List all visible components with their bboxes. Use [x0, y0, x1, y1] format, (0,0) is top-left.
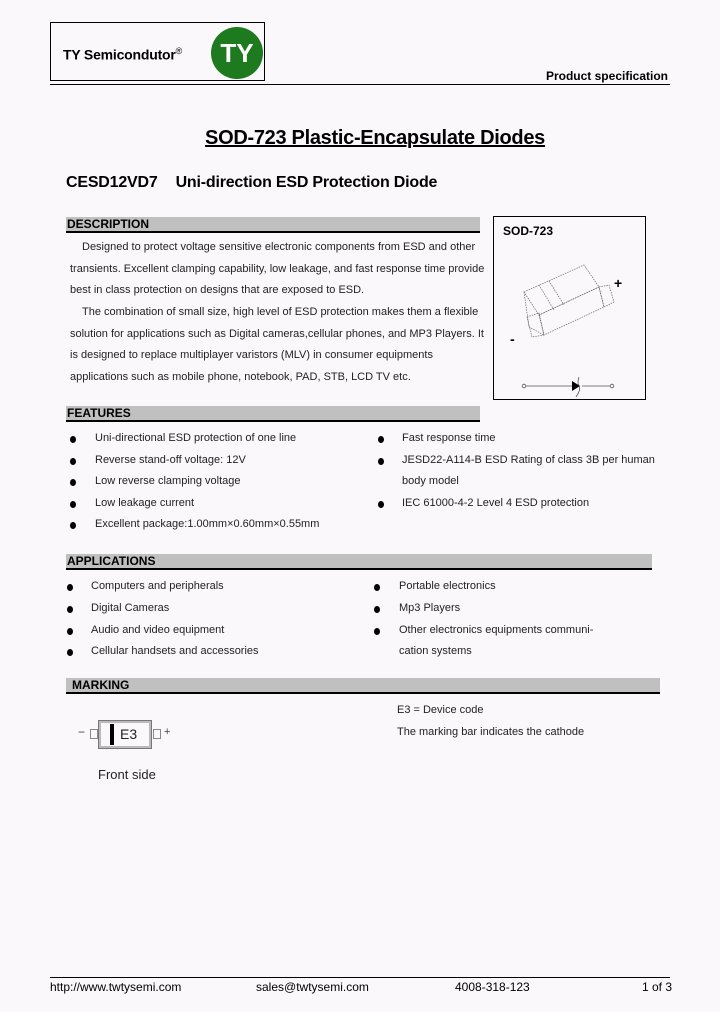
- feature-item: Low reverse clamping voltage: [95, 475, 241, 487]
- footer-url[interactable]: http://www.twtysemi.com: [50, 980, 182, 994]
- bullet-icon: [374, 628, 380, 635]
- package-figure: [493, 216, 646, 400]
- bullet-icon: [70, 458, 76, 465]
- package-drawing: [494, 217, 647, 401]
- bullet-icon: [67, 628, 73, 635]
- logo-mark: TY: [211, 27, 263, 79]
- bullet-icon: [70, 436, 76, 443]
- bullet-icon: [67, 649, 73, 656]
- feature-item: IEC 61000-4-2 Level 4 ESD protection: [402, 497, 590, 509]
- front-side-label: Front side: [98, 767, 156, 782]
- marking-plus: +: [164, 726, 171, 738]
- application-item: Mp3 Players: [399, 602, 461, 614]
- application-item: Other electronics equipments communi-: [399, 624, 594, 636]
- feature-item: Excellent package:1.00mm×0.60mm×0.55mm: [95, 518, 320, 530]
- description-line: applications such as mobile phone, notebook, PAD, STB, LCD TV etc.: [70, 371, 411, 383]
- company-logo: [50, 22, 265, 81]
- anode-pad: [153, 729, 161, 739]
- page-number: 1 of 3: [641, 980, 672, 994]
- bullet-icon: [378, 458, 384, 465]
- part-number: CESD12VD7: [66, 174, 158, 191]
- marking-code: E3: [120, 726, 138, 742]
- description-line: The combination of small size, high level of ESD protection makes them a flexible: [82, 306, 479, 318]
- feature-item: Reverse stand-off voltage: 12V: [95, 454, 246, 466]
- footer-phone: 4008-318-123: [455, 980, 530, 994]
- feature-item: Fast response time: [402, 432, 496, 444]
- marking-minus: −: [78, 725, 86, 739]
- logo-name: TY Semicondutor: [63, 46, 176, 63]
- application-item: cation systems: [399, 645, 472, 657]
- application-item: Portable electronics: [399, 580, 496, 592]
- product-spec-label: Product specification: [545, 69, 668, 83]
- applications-heading: APPLICATIONS: [66, 554, 652, 570]
- footer-email[interactable]: sales@twtysemi.com: [256, 980, 369, 994]
- application-item: Digital Cameras: [91, 602, 170, 614]
- features-heading: FEATURES: [66, 406, 480, 422]
- bullet-icon: [70, 522, 76, 529]
- bullet-icon: [378, 501, 384, 508]
- page-title: SOD-723 Plastic-Encapsulate Diodes: [205, 127, 545, 149]
- diode-symbol-icon: [572, 381, 580, 391]
- bullet-icon: [374, 584, 380, 591]
- registered-mark: ®: [175, 46, 183, 56]
- bullet-icon: [67, 606, 73, 613]
- description-line: is designed to replace multiplayer varistors (MLV) in consumer equipments: [70, 349, 433, 361]
- description-heading: DESCRIPTION: [66, 217, 480, 233]
- marking-note: E3 = Device code: [397, 704, 484, 716]
- cathode-marking-bar: [110, 724, 114, 745]
- description-line: best in class protection on designs that are exposed to ESD.: [70, 284, 365, 296]
- description-line: transients. Excellent clamping capability, low leakage, and fast response time provide: [70, 263, 485, 275]
- application-item: Audio and video equipment: [91, 624, 225, 636]
- cathode-label: -: [510, 331, 515, 347]
- application-item: Computers and peripherals: [91, 580, 224, 592]
- bullet-icon: [70, 501, 76, 508]
- marking-heading: MARKING: [66, 678, 660, 694]
- header-divider: [50, 84, 670, 85]
- bullet-icon: [67, 584, 73, 591]
- feature-item: Uni-directional ESD protection of one line: [95, 432, 297, 444]
- application-item: Cellular handsets and accessories: [91, 645, 259, 657]
- footer-divider: [50, 977, 670, 978]
- anode-label: +: [614, 275, 623, 291]
- feature-item: body model: [402, 475, 459, 487]
- description-line: solution for applications such as Digital cameras,cellular phones, and MP3 Players. It: [70, 328, 484, 340]
- bullet-icon: [374, 606, 380, 613]
- marking-note: The marking bar indicates the cathode: [397, 726, 585, 738]
- logo-text: [63, 46, 182, 63]
- feature-item: Low leakage current: [95, 497, 195, 509]
- subtitle: [66, 174, 437, 192]
- feature-item: JESD22-A114-B ESD Rating of class 3B per human: [402, 454, 655, 466]
- bullet-icon: [70, 479, 76, 486]
- description-line: Designed to protect voltage sensitive electronic components from ESD and other: [82, 241, 476, 253]
- cathode-pad: [90, 729, 98, 739]
- part-description: Uni-direction ESD Protection Diode: [175, 174, 438, 191]
- bullet-icon: [378, 436, 384, 443]
- package-label: SOD-723: [503, 224, 554, 238]
